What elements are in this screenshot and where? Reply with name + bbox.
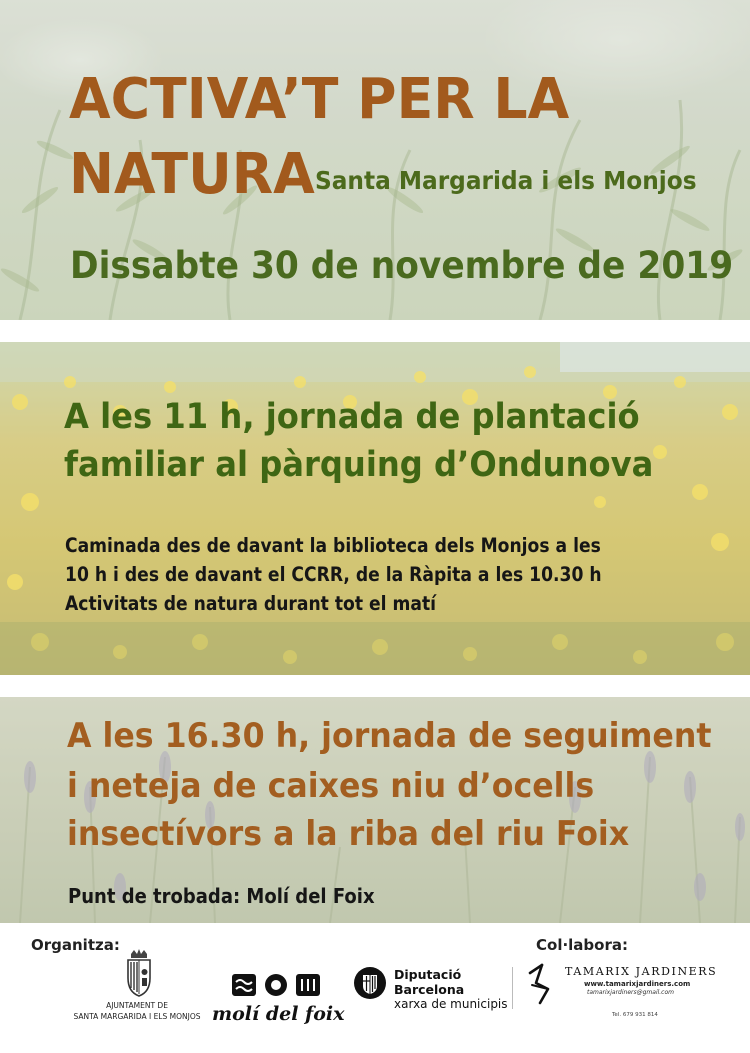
diputacio-barcelona-logo-icon (354, 967, 386, 999)
tamarix-name: TAMARIX JARDINERS (565, 965, 718, 978)
afternoon-heading-line-3: insectívors a la riba del riu Foix (67, 814, 630, 854)
morning-detail-3: Activitats de natura durant tot el matí (65, 592, 437, 615)
morning-section (0, 342, 750, 675)
afternoon-heading-line-1: A les 16.30 h, jornada de seguiment (67, 716, 712, 756)
title-line-1: ACTIVA’T PER LA (69, 67, 570, 132)
ajuntament-name-line-1: AJUNTAMENT DE (106, 1001, 168, 1010)
organizes-label: Organitza: (31, 936, 120, 954)
morning-heading-line-2: familiar al pàrquing d’Ondunova (64, 445, 654, 485)
moli-del-foix-name: molí del foix (212, 1003, 345, 1025)
sponsor-divider (512, 967, 513, 1009)
tamarix-jardiners-logo-icon (526, 963, 554, 1005)
afternoon-section (0, 697, 750, 923)
collaborates-label: Col·labora: (536, 936, 628, 954)
morning-heading-line-1: A les 11 h, jornada de plantació (64, 397, 640, 437)
tamarix-phone: Tel. 679 931 814 (612, 1012, 658, 1018)
diputacio-network: xarxa de municipis (394, 997, 508, 1011)
moli-del-foix-logo-icon (232, 972, 320, 998)
ajuntament-coat-of-arms-icon (123, 948, 155, 998)
diputacio-name-line-1: Diputació (394, 967, 462, 982)
tamarix-website: www.tamarixjardiners.com (584, 980, 691, 988)
place-subtitle: Santa Margarida i els Monjos (315, 166, 697, 195)
diputacio-name-line-2: Barcelona (394, 982, 465, 997)
ajuntament-name-line-2: SANTA MARGARIDA I ELS MONJOS (73, 1012, 201, 1021)
event-date: Dissabte 30 de novembre de 2019 (70, 244, 734, 287)
afternoon-heading-line-2: i neteja de caixes niu d’ocells (67, 766, 595, 806)
title-line-2: NATURA (69, 142, 315, 207)
meeting-point: Punt de trobada: Molí del Foix (68, 884, 375, 908)
morning-wash (0, 342, 750, 675)
morning-detail-2: 10 h i des de davant el CCRR, de la Ràpita a les 10.30 h (65, 563, 602, 586)
tamarix-email: tamarixjardiners@gmail.com (587, 989, 674, 996)
sponsors-footer (0, 923, 750, 1053)
header-section (0, 0, 750, 320)
morning-detail-1: Caminada des de davant la biblioteca dels Monjos a les (65, 534, 601, 557)
